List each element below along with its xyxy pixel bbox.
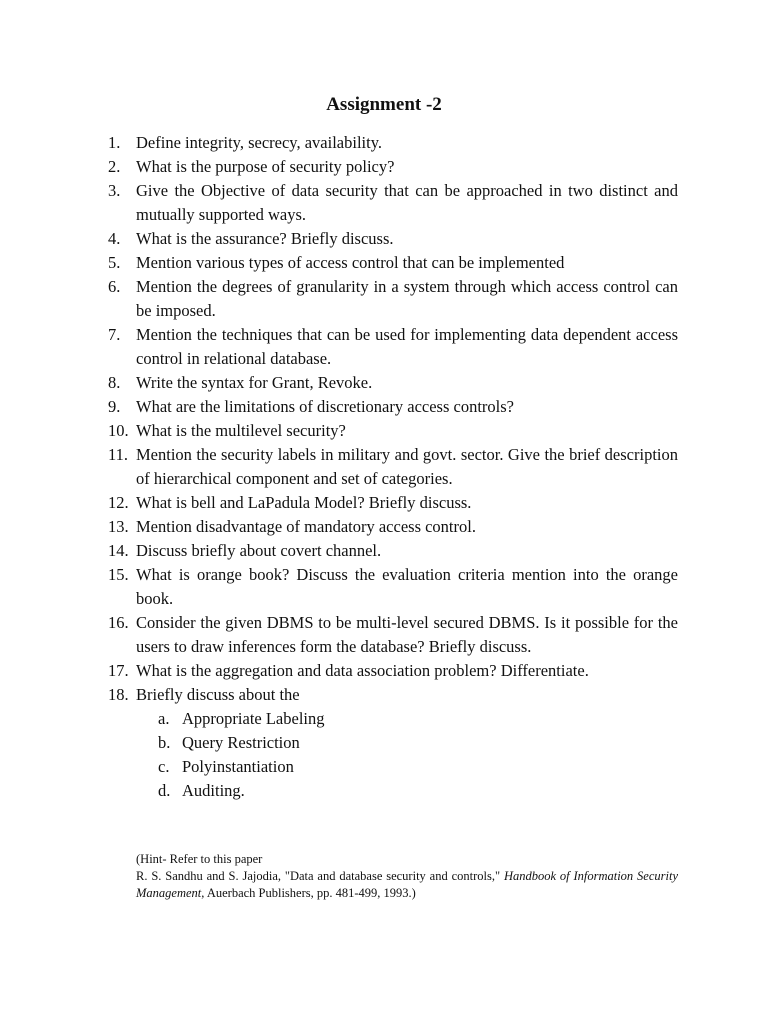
question-number: 9.	[108, 397, 121, 416]
question-text: Define integrity, secrecy, availability.	[136, 133, 383, 152]
sub-question-text: Auditing.	[182, 781, 245, 800]
question-item	[108, 659, 678, 683]
question-number: 4.	[108, 229, 121, 248]
question-list	[108, 131, 678, 803]
sub-question-letter: d.	[158, 781, 171, 800]
question-item	[108, 683, 678, 803]
hint-intro: (Hint- Refer to this paper	[136, 852, 263, 866]
question-text: Mention the security labels in military and govt. sector. Give the brief description of hierarchical component and set of categories.	[136, 445, 678, 488]
question-text: Mention various types of access control that can be implemented	[136, 253, 565, 272]
question-number: 13.	[108, 517, 129, 536]
sub-question-text: Appropriate Labeling	[182, 709, 325, 728]
question-item	[108, 155, 678, 179]
question-item	[108, 251, 678, 275]
question-text: What are the limitations of discretionary access controls?	[136, 397, 514, 416]
question-text: What is the purpose of security policy?	[136, 157, 395, 176]
question-text: Write the syntax for Grant, Revoke.	[136, 373, 373, 392]
question-number: 6.	[108, 277, 121, 296]
question-text: Mention the techniques that can be used for implementing data dependent access control in relational database.	[136, 325, 678, 368]
reference-authors: R. S. Sandhu and S. Jajodia, "Data and database security and controls,"	[136, 869, 504, 883]
question-item	[108, 131, 678, 155]
question-number: 11.	[108, 445, 129, 464]
sub-question-text: Polyinstantiation	[182, 757, 294, 776]
question-item	[108, 539, 678, 563]
question-number: 7.	[108, 325, 121, 344]
question-text: What is bell and LaPadula Model? Briefly discuss.	[136, 493, 472, 512]
question-number: 18.	[108, 685, 129, 704]
question-number: 3.	[108, 181, 121, 200]
sub-question-item	[158, 755, 678, 779]
reference-journal: Handbook of Information Security Management	[136, 869, 678, 900]
question-text: Briefly discuss about the	[136, 685, 300, 704]
sub-question-letter: c.	[158, 757, 170, 776]
question-number: 5.	[108, 253, 121, 272]
question-number: 16.	[108, 613, 129, 632]
question-item	[108, 563, 678, 611]
question-item	[108, 275, 678, 323]
question-item	[108, 419, 678, 443]
question-text: Mention the degrees of granularity in a system through which access control can be imposed.	[136, 277, 678, 320]
question-number: 2.	[108, 157, 121, 176]
question-item	[108, 515, 678, 539]
question-item	[108, 491, 678, 515]
reference-publisher: , Auerbach Publishers, pp. 481-499, 1993.)	[201, 886, 416, 900]
page-title: Assignment -2	[326, 94, 442, 115]
sub-question-item	[158, 779, 678, 803]
sub-question-list	[136, 707, 678, 803]
question-number: 8.	[108, 373, 121, 392]
question-item	[108, 371, 678, 395]
question-text: Give the Objective of data security that can be approached in two distinct and mutually supported ways.	[136, 181, 678, 224]
question-text: What is the assurance? Briefly discuss.	[136, 229, 394, 248]
question-item	[108, 179, 678, 227]
question-item	[108, 443, 678, 491]
question-number: 14.	[108, 541, 129, 560]
sub-question-item	[158, 731, 678, 755]
question-text: What is the multilevel security?	[136, 421, 346, 440]
question-item	[108, 227, 678, 251]
sub-question-letter: b.	[158, 733, 171, 752]
question-number: 10.	[108, 421, 129, 440]
question-item	[108, 611, 678, 659]
hint-note	[136, 851, 678, 902]
question-text: What is the aggregation and data association problem? Differentiate.	[136, 661, 589, 680]
hint-reference	[136, 868, 678, 902]
question-number: 1.	[108, 133, 121, 152]
sub-question-letter: a.	[158, 709, 170, 728]
question-number: 17.	[108, 661, 129, 680]
sub-question-text: Query Restriction	[182, 733, 300, 752]
question-number: 12.	[108, 493, 129, 512]
question-text: What is orange book? Discuss the evaluation criteria mention into the orange book.	[136, 565, 678, 608]
sub-question-item	[158, 707, 678, 731]
question-item	[108, 323, 678, 371]
question-number: 15.	[108, 565, 129, 584]
question-text: Discuss briefly about covert channel.	[136, 541, 382, 560]
question-text: Consider the given DBMS to be multi-level secured DBMS. Is it possible for the users to draw inferences form the database? Briefly discuss.	[136, 613, 678, 656]
question-text: Mention disadvantage of mandatory access control.	[136, 517, 476, 536]
question-item	[108, 395, 678, 419]
